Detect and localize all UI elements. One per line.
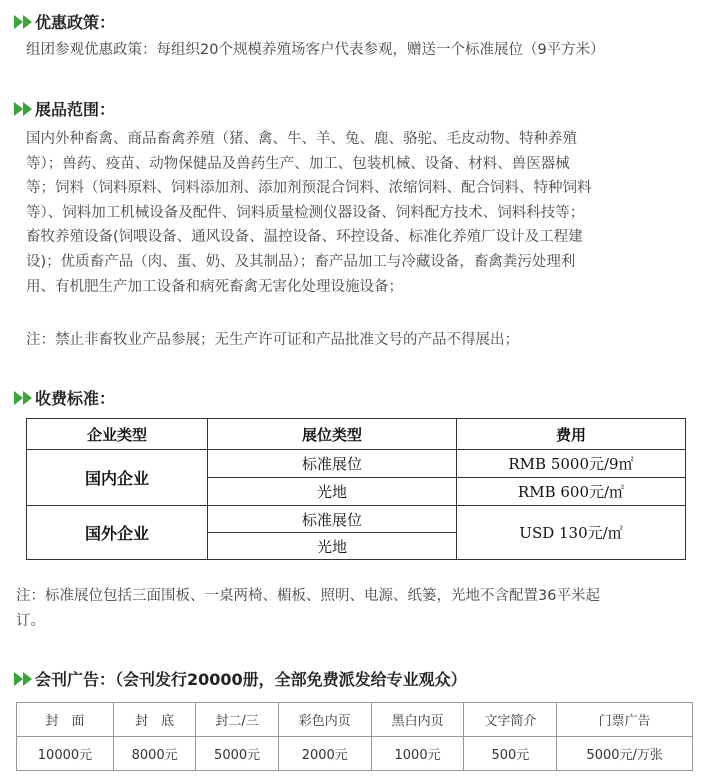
- fees-note: [16, 584, 700, 633]
- ad-header-color: 彩色内页: [278, 703, 371, 737]
- ad-table: [16, 702, 693, 771]
- fee-header-cost: 费用: [457, 419, 686, 450]
- ad-header-ticket: 门票广告: [557, 703, 693, 737]
- table-row: [27, 450, 686, 478]
- policy-heading: [14, 10, 115, 33]
- scope-line: 等）；兽药、疫苗、动物保健品及兽药生产、加工、包装机械、设备、材料、兽医器械: [26, 155, 570, 172]
- ad-header-cover: 封 面: [17, 703, 114, 737]
- scope-line: 畜牧养殖设备(饲喂设备、通风设备、温控设备、环控设备、标准化养殖厂设计及工程建: [26, 229, 583, 246]
- fee-header-booth: 展位类型: [208, 419, 457, 450]
- policy-text: 组团参观优惠政策：每组织20个规模养殖场客户代表参观，赠送一个标准展位（9平方米）: [26, 42, 605, 58]
- domestic-label: 国内企业: [27, 450, 208, 506]
- table-row: [27, 506, 686, 533]
- foreign-fee: USD 130元/㎡: [457, 506, 686, 560]
- scope-note: 注：禁止非畜牧业产品参展；无生产许可证和产品批准文号的产品不得展出；: [26, 332, 519, 348]
- double-arrow-icon: [14, 102, 32, 116]
- scope-heading-text: 展品范围：: [35, 100, 116, 119]
- scope-line: 国内外种畜禽、商品畜禽养殖（猪、禽、牛、羊、兔、鹿、骆驼、毛皮动物、特种养殖: [26, 131, 577, 147]
- scope-heading: [14, 97, 115, 120]
- ad-price: 1000元: [371, 737, 464, 771]
- ad-header-inside: 封二/三: [196, 703, 278, 737]
- ad-header-back: 封 底: [113, 703, 195, 737]
- ad-price: 500元: [464, 737, 557, 771]
- ad-header-text: 文字简介: [464, 703, 557, 737]
- ad-price: 5000元: [196, 737, 278, 771]
- foreign-raw: 光地: [208, 533, 457, 560]
- fee-header-company: 企业类型: [27, 419, 208, 450]
- fees-note-line: 注：标准展位包括三面围板、一桌两椅、楣板、照明、电源、纸篓，光地不含配置36平米起: [16, 588, 600, 604]
- ad-price: 10000元: [17, 737, 114, 771]
- domestic-standard-fee: RMB 5000元/9㎡: [457, 450, 686, 478]
- fees-note-line: 订。: [16, 612, 45, 629]
- ad-price: 5000元/万张: [557, 737, 693, 771]
- domestic-raw-fee: RMB 600元/㎡: [457, 478, 686, 506]
- scope-line: 等；饲料（饲料原料、饲料添加剂、添加剂预混合饲料、浓缩饲料、配合饲料、特种饲料: [26, 180, 592, 197]
- ad-price: 2000元: [278, 737, 371, 771]
- fees-heading: [14, 386, 115, 409]
- scope-line: 设)；优质畜产品（肉、蛋、奶、及其制品）；畜产品加工与冷藏设备，畜禽粪污处理利: [26, 253, 576, 270]
- table-row: [17, 703, 693, 737]
- domestic-raw: 光地: [208, 478, 457, 506]
- fees-heading-text: 收费标准：: [35, 389, 116, 408]
- double-arrow-icon: [14, 672, 32, 686]
- table-row: [17, 737, 693, 771]
- ad-price: 8000元: [113, 737, 195, 771]
- scope-line: 用、有机肥生产加工设备和病死畜禽无害化处理设施设备；: [26, 278, 403, 295]
- double-arrow-icon: [14, 391, 32, 405]
- fee-table-header: [27, 419, 686, 450]
- foreign-label: 国外企业: [27, 506, 208, 560]
- ad-header-bw: 黑白内页: [371, 703, 464, 737]
- scope-line: 等）、饲料加工机械设备及配件、饲料质量检测仪器设备、饲料配方技术、饲料科技等；: [26, 204, 585, 221]
- scope-text: [26, 127, 696, 299]
- ads-heading-text: 会刊广告：（会刊发行20000册，全部免费派发给专业观众）: [35, 670, 467, 689]
- domestic-standard: 标准展位: [208, 450, 457, 478]
- fee-table: [26, 418, 686, 560]
- foreign-standard: 标准展位: [208, 506, 457, 533]
- policy-heading-text: 优惠政策：: [35, 13, 116, 32]
- double-arrow-icon: [14, 15, 32, 29]
- ads-heading: [14, 667, 467, 690]
